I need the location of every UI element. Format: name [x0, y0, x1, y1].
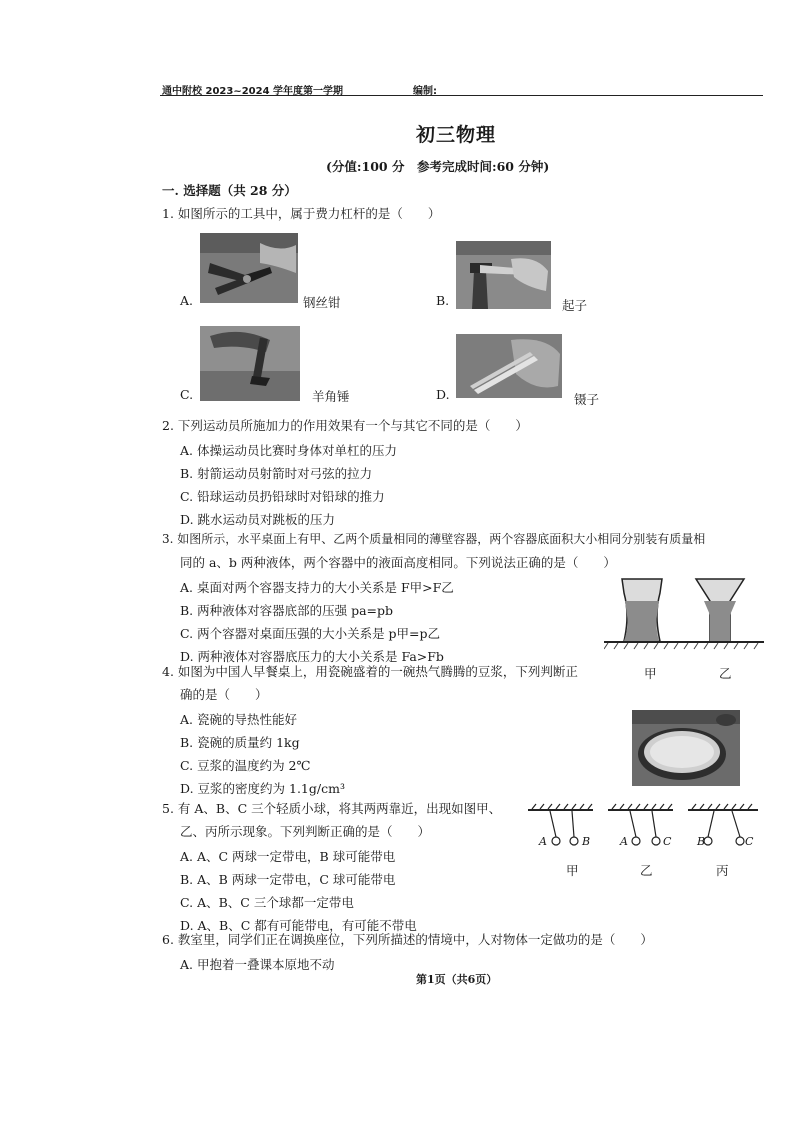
q1-option-d-letter: D. [436, 387, 450, 402]
q5-fig-label-bing: 丙 [716, 863, 729, 878]
q2-option-c: C. 铅球运动员扔铅球时对铅球的推力 [180, 489, 385, 504]
q5-option-a: A. A、C 两球一定带电，B 球可能带电 [180, 849, 396, 864]
q5-ball-label-a1: A [539, 835, 547, 848]
q2-option-b: B. 射箭运动员射箭时对弓弦的拉力 [180, 466, 373, 481]
header-school: 通中附校 2023~2024 学年度第一学期 [162, 86, 344, 97]
q3-stem-line1: 3. 如图所示，水平桌面上有甲、乙两个质量相同的薄壁容器，两个容器底面积大小相同分别装有质量相 [162, 532, 706, 546]
page-footer: 第1页（共6页） [416, 973, 498, 986]
q5-fig-label-yi: 乙 [640, 863, 653, 878]
q1-option-c-letter: C. [180, 387, 194, 402]
q1-stem: 1. 如图所示的工具中，属于费力杠杆的是（ ） [162, 206, 441, 221]
q6-option-a: A. 甲抱着一叠课本原地不动 [180, 957, 335, 972]
opener-photo [456, 241, 551, 309]
q6-stem: 6. 教室里，同学们正在调换座位，下列所描述的情境中，人对物体一定做功的是（ ） [162, 932, 653, 947]
containers-figure [604, 575, 764, 650]
q2-option-a: A. 体操运动员比赛时身体对单杠的压力 [180, 443, 397, 458]
soy-milk-bowl-photo [632, 710, 740, 786]
header-rule [160, 95, 763, 96]
q2-stem: 2. 下列运动员所施加力的作用效果有一个与其它不同的是（ ） [162, 418, 528, 433]
q3-option-b: B. 两种液体对容器底部的压强 pa=pb [180, 603, 394, 618]
q1-option-b-letter: B. [436, 293, 450, 308]
q3-fig-label-yi: 乙 [719, 666, 732, 681]
q5-ball-label-b2: B [697, 835, 706, 848]
q3-option-a: A. 桌面对两个容器支持力的大小关系是 F甲>F乙 [180, 580, 454, 595]
q1-option-a-letter: A. [180, 293, 194, 308]
q4-stem-line1: 4. 如图为中国人早餐桌上，用瓷碗盛着的一碗热气腾腾的豆浆，下列判断正 [162, 664, 578, 679]
tweezers-photo [456, 334, 562, 398]
q1-option-d-caption: 镊子 [574, 392, 600, 407]
q3-stem-line2: 同的 a、b 两种液体，两个容器中的液面高度相同。下列说法正确的是（ ） [180, 555, 616, 570]
q5-option-c: C. A、B、C 三个球都一定带电 [180, 895, 354, 910]
q5-stem-line2: 乙、丙所示现象。下列判断正确的是（ ） [180, 824, 431, 839]
claw-hammer-photo [200, 326, 300, 401]
q5-stem-line1: 5. 有 A、B、C 三个轻质小球，将其两两靠近，出现如图甲、 [162, 801, 502, 816]
q5-option-d: D. A、B、C 都有可能带电，有可能不带电 [180, 918, 417, 933]
page-subtitle: (分值:100 分 参考完成时间:60 分钟) [326, 159, 550, 174]
q3-fig-label-jia: 甲 [644, 666, 657, 681]
q5-fig-label-jia: 甲 [566, 863, 579, 878]
q5-option-b: B. A、B 两球一定带电，C 球可能带电 [180, 872, 396, 887]
section-heading: 一. 选择题（共 28 分） [162, 183, 297, 198]
page-title: 初三物理 [416, 124, 497, 146]
q2-option-d: D. 跳水运动员对跳板的压力 [180, 512, 336, 527]
q4-option-c: C. 豆浆的温度约为 2℃ [180, 758, 311, 773]
q4-stem-line2: 确的是（ ） [180, 687, 268, 702]
q5-ball-label-c2: C [745, 835, 754, 848]
q1-option-c-caption: 羊角锤 [312, 389, 350, 404]
q4-option-a: A. 瓷碗的导热性能好 [180, 712, 297, 727]
q3-option-d: D. 两种液体对容器底压力的大小关系是 Fa>Fb [180, 649, 444, 664]
q4-option-d: D. 豆浆的密度约为 1.1g/cm³ [180, 781, 345, 796]
q5-ball-label-a2: A [620, 835, 628, 848]
pliers-photo [200, 233, 298, 303]
q1-option-a-caption: 钢丝钳 [303, 295, 341, 310]
header-editor: 编制: [413, 86, 437, 97]
q3-option-c: C. 两个容器对桌面压强的大小关系是 p甲=p乙 [180, 626, 441, 641]
q4-option-b: B. 瓷碗的质量约 1kg [180, 735, 300, 750]
q5-ball-label-c1: C [663, 835, 672, 848]
q1-option-b-caption: 起子 [562, 298, 588, 313]
q5-ball-label-b1: B [582, 835, 591, 848]
charged-balls-figure [528, 802, 763, 857]
